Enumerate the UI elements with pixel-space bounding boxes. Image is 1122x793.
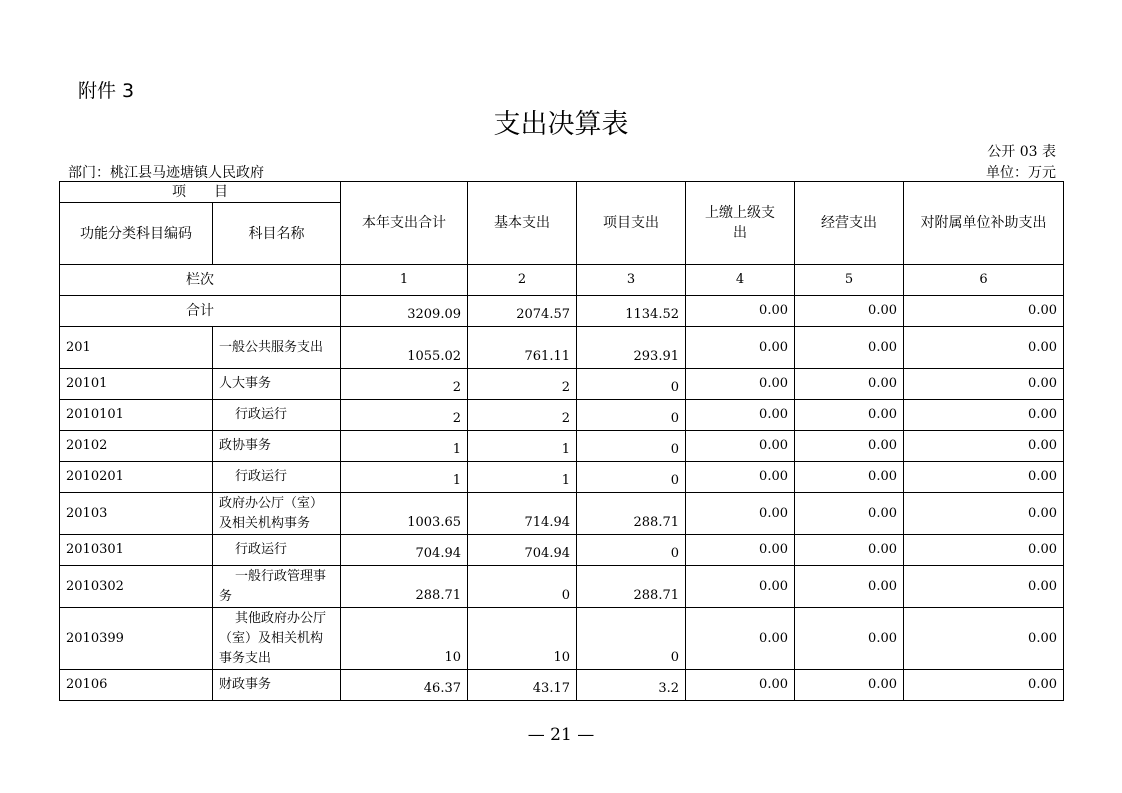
total-row: [60, 296, 1064, 327]
table-code: 公开 03 表: [987, 144, 1056, 160]
header-subject-name: 科目名称: [213, 203, 341, 265]
row-superior: 0.00: [686, 493, 795, 535]
table-row: [60, 462, 1064, 493]
table-row: [60, 493, 1064, 535]
row-basic: 43.17: [468, 670, 577, 701]
table-row: [60, 566, 1064, 608]
row-name: 人大事务: [213, 369, 341, 400]
row-name: 一般行政管理事务: [213, 566, 341, 608]
department-label: 部门：桃江县马迹塘镇人民政府: [68, 165, 264, 181]
row-total: 46.37: [341, 670, 468, 701]
row-total: 704.94: [341, 535, 468, 566]
column-index-row: [60, 265, 1064, 296]
row-code: 20103: [60, 493, 213, 535]
row-business: 0.00: [795, 369, 904, 400]
row-name: 政府办公厅（室）及相关机构事务: [213, 493, 341, 535]
row-project: 288.71: [577, 566, 686, 608]
row-business: 0.00: [795, 400, 904, 431]
total-project: 1134.52: [577, 296, 686, 327]
row-name: 行政运行: [213, 400, 341, 431]
row-project: 0: [577, 535, 686, 566]
header-total: 本年支出合计: [341, 182, 468, 265]
row-superior: 0.00: [686, 566, 795, 608]
row-code: 2010302: [60, 566, 213, 608]
row-project: 0: [577, 462, 686, 493]
row-code: 201: [60, 327, 213, 369]
column-index-2: 2: [468, 265, 577, 296]
row-superior: 0.00: [686, 431, 795, 462]
row-code: 20102: [60, 431, 213, 462]
row-name: 行政运行: [213, 535, 341, 566]
row-code: 20106: [60, 670, 213, 701]
row-subsidy: 0.00: [904, 369, 1064, 400]
row-name: 行政运行: [213, 462, 341, 493]
table-row: [60, 535, 1064, 566]
row-superior: 0.00: [686, 327, 795, 369]
column-index-3: 3: [577, 265, 686, 296]
row-superior: 0.00: [686, 400, 795, 431]
row-project: 288.71: [577, 493, 686, 535]
row-code: 2010399: [60, 608, 213, 670]
row-business: 0.00: [795, 462, 904, 493]
header-func-code: 功能分类科目编码: [60, 203, 213, 265]
column-index-1: 1: [341, 265, 468, 296]
row-code: 2010301: [60, 535, 213, 566]
row-basic: 761.11: [468, 327, 577, 369]
row-code: 2010101: [60, 400, 213, 431]
row-superior: 0.00: [686, 369, 795, 400]
row-superior: 0.00: [686, 670, 795, 701]
unit-label: 单位：万元: [986, 165, 1056, 181]
row-subsidy: 0.00: [904, 566, 1064, 608]
page-number: — 21 —: [527, 725, 595, 745]
row-basic: 2: [468, 400, 577, 431]
row-basic: 1: [468, 431, 577, 462]
row-subsidy: 0.00: [904, 431, 1064, 462]
row-basic: 704.94: [468, 535, 577, 566]
row-total: 1003.65: [341, 493, 468, 535]
row-subsidy: 0.00: [904, 535, 1064, 566]
header-basic: 基本支出: [468, 182, 577, 265]
header-subsidy: 对附属单位补助支出: [904, 182, 1064, 265]
row-basic: 10: [468, 608, 577, 670]
row-total: 1: [341, 431, 468, 462]
row-subsidy: 0.00: [904, 400, 1064, 431]
row-business: 0.00: [795, 535, 904, 566]
row-subsidy: 0.00: [904, 493, 1064, 535]
attachment-label: 附件 3: [78, 80, 135, 102]
row-basic: 2: [468, 369, 577, 400]
row-total: 2: [341, 400, 468, 431]
row-superior: 0.00: [686, 462, 795, 493]
column-index-label: 栏次: [60, 265, 341, 296]
expenditure-table: [59, 181, 1064, 701]
row-project: 3.2: [577, 670, 686, 701]
total-label: 合计: [60, 296, 341, 327]
table-row: [60, 431, 1064, 462]
header-item: 项 目: [60, 182, 341, 203]
row-name: 政协事务: [213, 431, 341, 462]
total-subsidy: 0.00: [904, 296, 1064, 327]
row-business: 0.00: [795, 566, 904, 608]
row-basic: 1: [468, 462, 577, 493]
row-business: 0.00: [795, 327, 904, 369]
row-total: 1: [341, 462, 468, 493]
row-total: 10: [341, 608, 468, 670]
row-subsidy: 0.00: [904, 327, 1064, 369]
row-business: 0.00: [795, 493, 904, 535]
row-project: 0: [577, 608, 686, 670]
row-total: 2: [341, 369, 468, 400]
row-total: 288.71: [341, 566, 468, 608]
row-name: 其他政府办公厅（室）及相关机构事务支出: [213, 608, 341, 670]
row-project: 293.91: [577, 327, 686, 369]
total-superior: 0.00: [686, 296, 795, 327]
row-total: 1055.02: [341, 327, 468, 369]
row-superior: 0.00: [686, 535, 795, 566]
header-project: 项目支出: [577, 182, 686, 265]
table-row: [60, 327, 1064, 369]
row-business: 0.00: [795, 431, 904, 462]
row-name: 财政事务: [213, 670, 341, 701]
row-business: 0.00: [795, 608, 904, 670]
row-project: 0: [577, 369, 686, 400]
total-business: 0.00: [795, 296, 904, 327]
column-index-5: 5: [795, 265, 904, 296]
table-row: [60, 400, 1064, 431]
row-basic: 0: [468, 566, 577, 608]
row-subsidy: 0.00: [904, 670, 1064, 701]
column-index-4: 4: [686, 265, 795, 296]
row-code: 20101: [60, 369, 213, 400]
row-name: 一般公共服务支出: [213, 327, 341, 369]
table-row: [60, 608, 1064, 670]
row-basic: 714.94: [468, 493, 577, 535]
total-basic: 2074.57: [468, 296, 577, 327]
page-title: 支出决算表: [493, 109, 629, 140]
row-subsidy: 0.00: [904, 608, 1064, 670]
row-project: 0: [577, 431, 686, 462]
header-superior: 上缴上级支出: [686, 182, 795, 265]
row-business: 0.00: [795, 670, 904, 701]
row-code: 2010201: [60, 462, 213, 493]
row-superior: 0.00: [686, 608, 795, 670]
row-subsidy: 0.00: [904, 462, 1064, 493]
header-business: 经营支出: [795, 182, 904, 265]
table-row: [60, 670, 1064, 701]
table-row: [60, 369, 1064, 400]
row-project: 0: [577, 400, 686, 431]
total-total: 3209.09: [341, 296, 468, 327]
column-index-6: 6: [904, 265, 1064, 296]
